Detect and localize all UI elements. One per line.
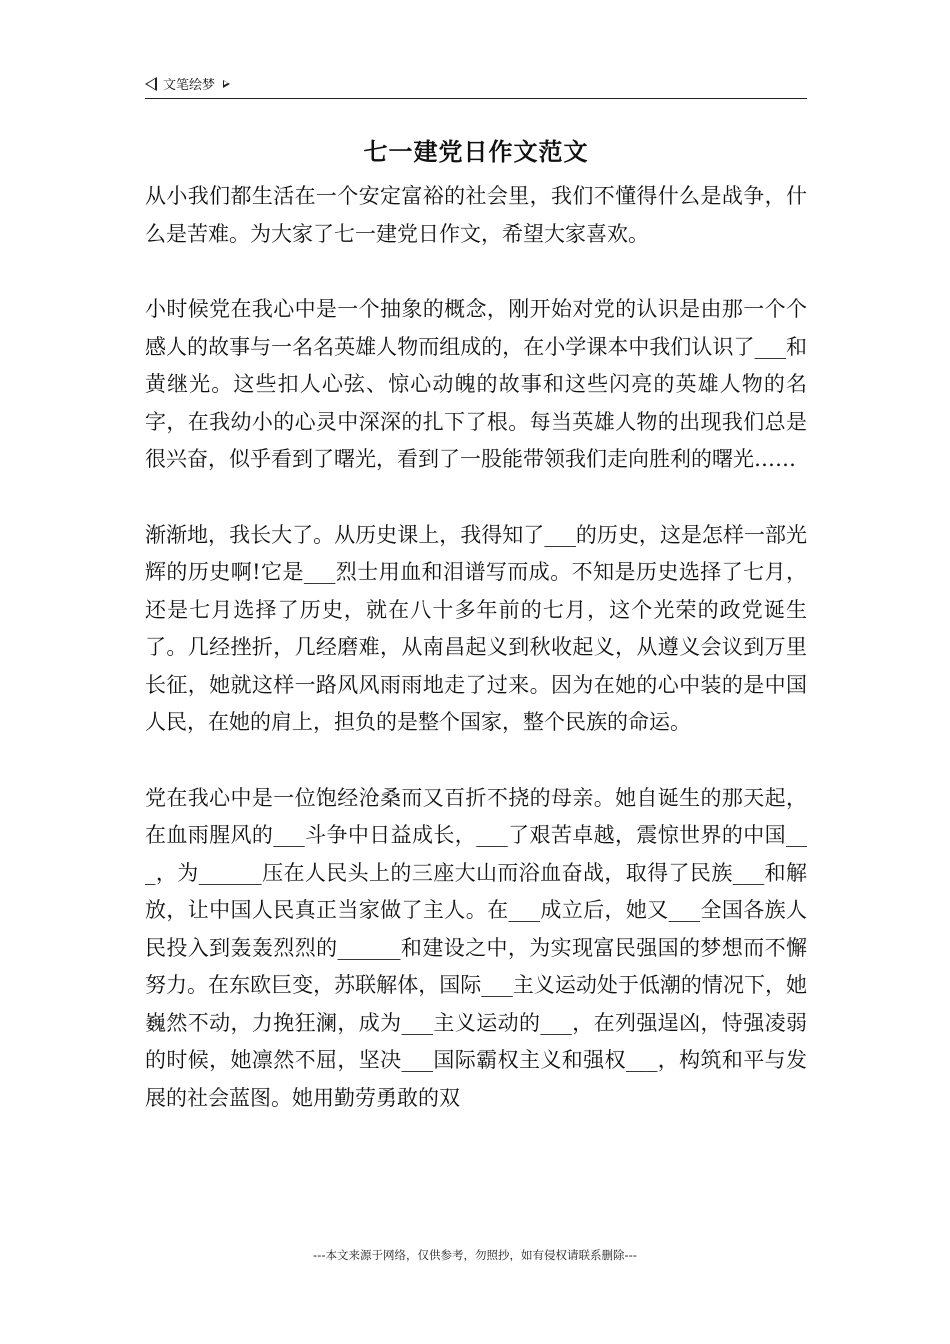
- paragraph-2: 小时候党在我心中是一个抽象的概念，刚开始对党的认识是由那一个个感人的故事与一名名英雄人物而组成的，在小学课本中我们认识了___和黄继光。这些扣人心弦、惊心动魄的故事和这些闪亮的英雄人物的名字，在我幼小的心灵中深深的扎下了根。每当英雄人物的出现我们总是很兴奋，似乎看到了曙光，看到了一股能带领我们走向胜利的曙光……: [145, 297, 807, 471]
- document-title: 七一建党日作文范文: [363, 137, 589, 166]
- brand-name: 文笔绘梦: [163, 78, 216, 93]
- paragraph-3: 渐渐地，我长大了。从历史课上，我得知了___的历史，这是怎样一部光辉的历史啊!它是___烈士用血和泪谱写而成。不知是历史选择了七月，还是七月选择了历史，就在八十多年前的七月，这个光荣的政党诞生了。几经挫折，几经磨难，从南昌起义到秋收起义，从遵义会议到万里长征，她就这样一路风风雨雨地走了过来。因为在她的心中装的是中国人民，在她的肩上，担负的是整个国家，整个民族的命运。: [145, 522, 807, 734]
- page-header: [145, 72, 807, 99]
- header-brand-group: [145, 74, 230, 93]
- document-body: [145, 178, 807, 1155]
- page-footer-disclaimer: ---本文来源于网络，仅供参考，勿照抄，如有侵权请联系删除---: [313, 1248, 637, 1262]
- triangle-left-icon: [145, 77, 157, 91]
- paragraph-4: 党在我心中是一位饱经沧桑而又百折不挠的母亲。她自诞生的那天起，在血雨腥风的___斗争中日益成长，___了艰苦卓越，震惊世界的中国___，为______压在人民头上的三座大山而浴血奋战，取得了民族___和解放，让中国人民真正当家做了主人。在___成立后，她又___全国各族人民投入到轰轰烈烈的______和建设之中，为实现富民强国的梦想而不懈努力。在东欧巨变，苏联解体，国际___主义运动处于低潮的情况下，她巍然不动，力挽狂澜，成为___主义运动的___，在列强逞凶，恃强凌弱的时候，她凛然不屈，坚决___国际霸权主义和强权___，构筑和平与发展的社会蓝图。她用勤劳勇敢的双: [145, 785, 807, 1110]
- paragraph-1: 从小我们都生活在一个安定富裕的社会里，我们不懂得什么是战争，什么是苦难。为大家了七一建党日作文，希望大家喜欢。: [145, 184, 807, 246]
- triangle-right-icon: [223, 80, 230, 88]
